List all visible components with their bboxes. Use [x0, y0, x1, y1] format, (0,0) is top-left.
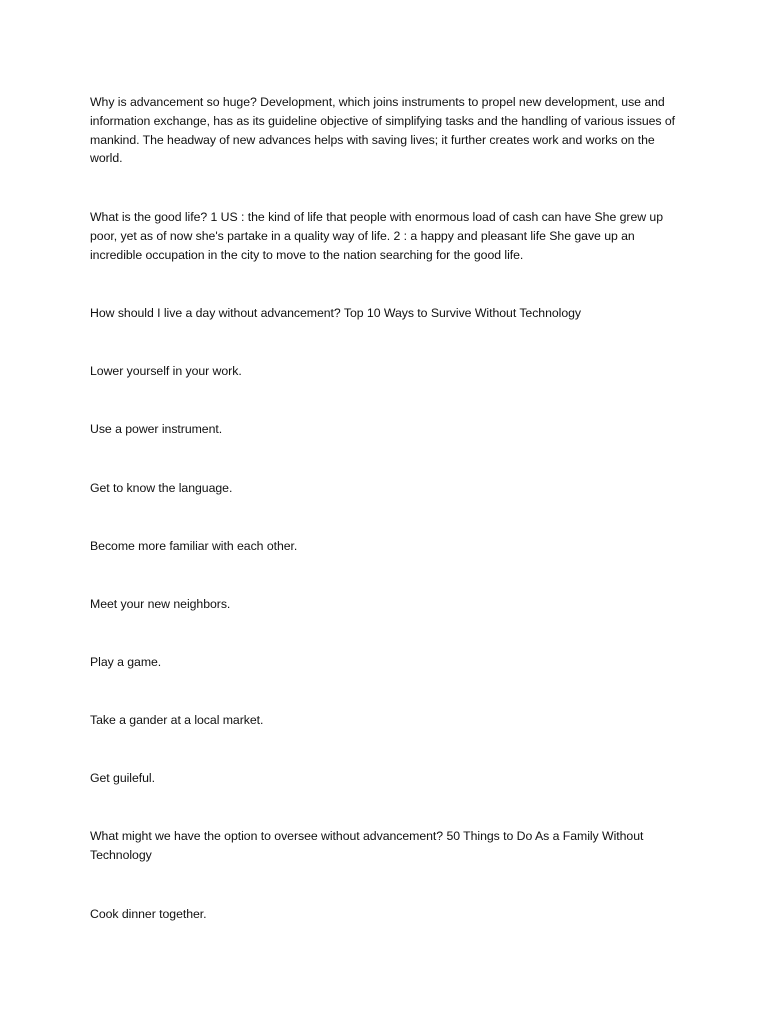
list-item: Use a power instrument. [90, 422, 223, 436]
list-item: Cook dinner together. [90, 907, 207, 921]
paragraph-why-advancement: Why is advancement so huge? Development, which joins instruments to propel new development, use and information exchange, has as its guideline objective of simplifying tasks and the handling of various issues of mankind. The headway of new advances helps with saving lives; it further creates work and works on the world. [90, 95, 676, 166]
list-item: Meet your new neighbors. [90, 597, 231, 611]
list-item: Get guileful. [90, 771, 155, 785]
paragraph-oversee-without-advancement: What might we have the option to oversee without advancement? 50 Things to Do As a Family Without Technology [90, 829, 644, 862]
list-item: Take a gander at a local market. [90, 713, 264, 727]
list-item: Play a game. [90, 655, 162, 669]
paragraph-good-life: What is the good life? 1 US : the kind of life that people with enormous load of cash can have She grew up poor, yet as of now she's partake in a quality way of life. 2 : a happy and pleasant life She gave up an incredible occupation in the city to move to the nation searching for the good life. [90, 210, 664, 262]
list-item: Lower yourself in your work. [90, 364, 242, 378]
list-item: Get to know the language. [90, 481, 233, 495]
paragraph-live-without-advancement: How should I live a day without advancement? Top 10 Ways to Survive Without Technology [90, 306, 582, 320]
list-item: Become more familiar with each other. [90, 539, 298, 553]
